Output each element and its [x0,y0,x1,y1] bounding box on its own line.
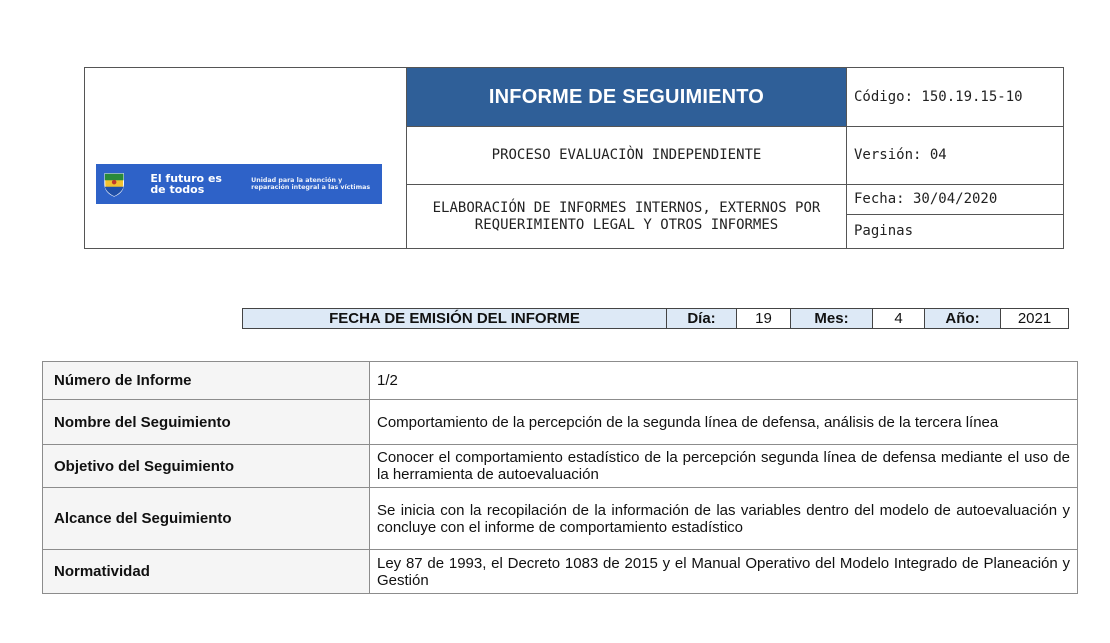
document-pages: Paginas [854,223,914,239]
document-title: INFORME DE SEGUIMIENTO [488,85,765,108]
coat-of-arms-icon [102,170,126,198]
day-label: Día: [667,309,737,328]
row-key: Normatividad [43,550,370,594]
row-value: Ley 87 de 1993, el Decreto 1083 de 2015 y el Manual Operativo del Modelo Integrado de Planeación y Gestión [370,550,1078,594]
code-cell [847,68,1063,127]
title-cell [407,68,847,127]
document-code: Código: 150.19.15-10 [854,88,1023,105]
year-label: Año: [925,309,1001,328]
row-key: Número de Informe [43,362,370,400]
logo-motto: El futuro es de todos [150,172,222,196]
row-key: Alcance del Seguimiento [43,488,370,550]
row-key: Objetivo del Seguimiento [43,445,370,488]
process-cell [407,127,847,185]
row-value: 1/2 [370,362,1078,400]
logo-cell [85,68,407,248]
table-row [43,362,1078,400]
version-cell [847,127,1063,185]
year-value: 2021 [1001,309,1068,328]
procedure-name: ELABORACIÓN DE INFORMES INTERNOS, EXTERNOS POR REQUERIMIENTO LEGAL Y OTROS INFORMES [432,199,821,233]
date-cell [847,185,1063,215]
logo-unit-name: Unidad para la atención y reparación integral a las víctimas [251,177,371,191]
row-key: Nombre del Seguimiento [43,400,370,445]
row-value: Se inicia con la recopilación de la información de las variables dentro del modelo de autoevaluación y concluye con el informe de comportamiento estadístico [370,488,1078,550]
table-row [43,488,1078,550]
process-name: PROCESO EVALUACIÒN INDEPENDIENTE [491,147,762,163]
month-value: 4 [873,309,925,328]
report-info-table [42,361,1078,594]
row-value: Comportamiento de la percepción de la segunda línea de defensa, análisis de la tercera línea [370,400,1078,445]
table-row [43,550,1078,594]
procedure-cell [407,185,847,248]
day-value: 19 [737,309,791,328]
document-date: Fecha: 30/04/2020 [854,191,998,207]
row-value: Conocer el comportamiento estadístico de la percepción segunda línea de defensa mediante el uso de la herramienta de autoevaluación [370,445,1078,488]
emission-label: FECHA DE EMISIÓN DEL INFORME [243,309,667,328]
document-version: Versión: 04 [854,147,947,163]
pages-cell [847,215,1063,248]
month-label: Mes: [791,309,873,328]
table-row [43,445,1078,488]
emission-date-strip [242,308,1069,329]
table-row [43,400,1078,445]
institution-logo [96,164,382,204]
document-header-table [84,67,1064,249]
